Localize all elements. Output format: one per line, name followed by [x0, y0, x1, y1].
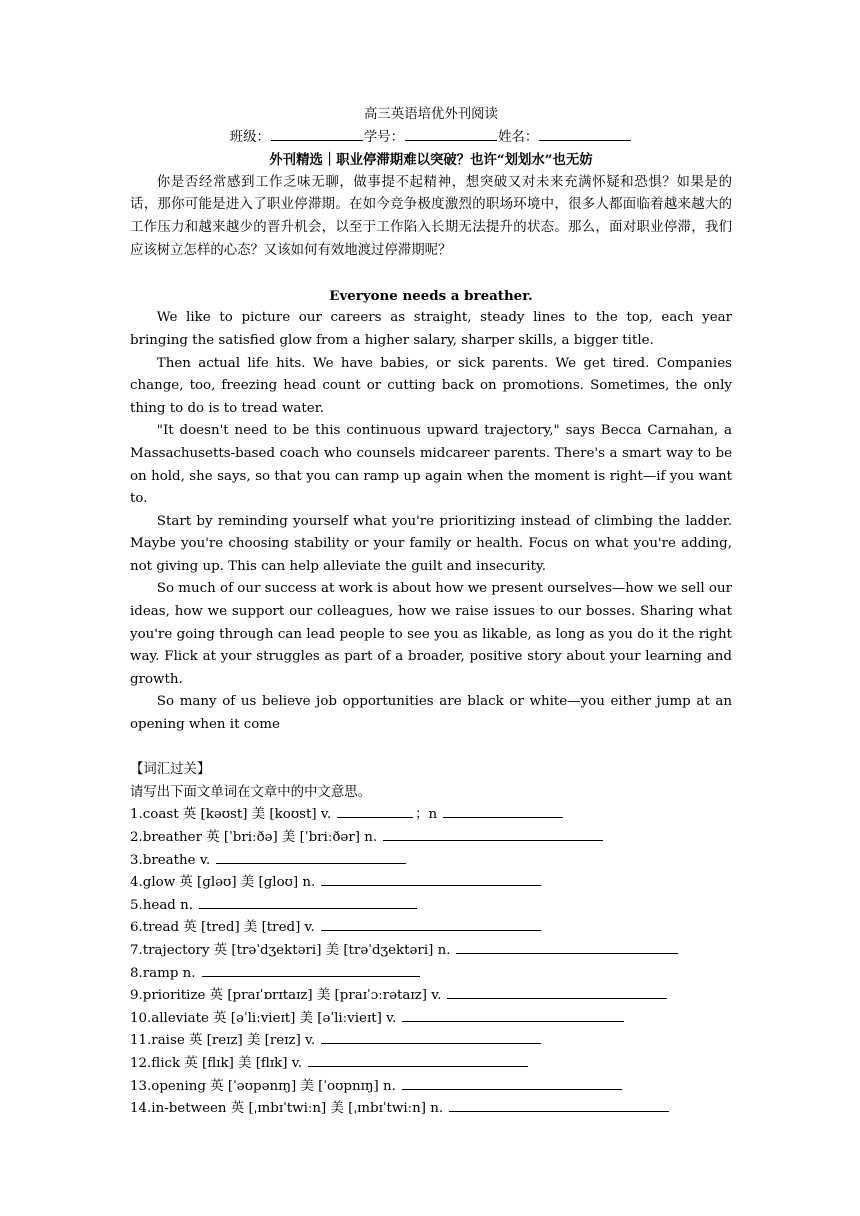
vocab-item [130, 1098, 732, 1121]
english-title: Everyone needs a breather. [329, 287, 533, 304]
vocab-word: 5.head n. [130, 897, 194, 913]
vocab-word: 1.coast 英 [kəʊst] 美 [koʊst] v. [130, 807, 332, 823]
vocab-heading: 【词汇过关】 [130, 762, 211, 778]
answer-blank[interactable] [449, 1110, 669, 1112]
answer-blank[interactable] [199, 907, 417, 909]
vocab-word: 7.trajectory 英 [trəˈdʒektəri] 美 [trəˈdʒektəri] n. [130, 942, 451, 958]
answer-blank[interactable] [402, 1088, 622, 1090]
answer-blank[interactable] [321, 884, 541, 886]
paragraph-2: Then actual life hits. We have babies, or sick parents. We get tired. Companies change, too, freezing head count or cutting back on promotions. Sometimes, the only thing to do is to tread water. [130, 355, 732, 416]
vocab-item [130, 985, 732, 1008]
vocab-word: 3.breathe v. [130, 852, 211, 868]
vocab-word: 6.tread 英 [tred] 美 [tred] v. [130, 920, 315, 936]
vocab-word: 2.breather 英 [ˈbriːðə] 美 [ˈbriːðər] n. [130, 830, 378, 845]
vocab-item [130, 917, 732, 940]
id-label: 学号： [363, 129, 405, 145]
vocab-word: 13.opening 英 [ˈəʊpənɪŋ] 美 [ˈoʊpnɪŋ] n. [130, 1078, 396, 1094]
vocab-item [130, 963, 732, 986]
vocab-item [130, 804, 732, 827]
vocab-suffix: ；n [415, 807, 438, 823]
vocab-item [130, 1030, 732, 1053]
article-title: 外刊精选｜职业停滞期难以突破？也许“划划水”也无妨 [269, 152, 593, 169]
paragraph-6: So many of us believe job opportunities are black or white—you either jump at an opening when it come [130, 694, 732, 733]
paragraph-4: Start by reminding yourself what you're prioritizing instead of climbing the ladder. Maybe you're choosing stability or your family or health. Focus on what you're adding, not giving up. This can help alleviate the guilt and insecurity. [130, 513, 732, 574]
student-info-line [130, 127, 732, 150]
answer-blank[interactable] [202, 975, 420, 977]
course-title: 高三英语培优外刊阅读 [364, 107, 498, 122]
answer-blank[interactable] [443, 816, 563, 818]
vocab-word: 8.ramp n. [130, 965, 196, 981]
vocab-item [130, 872, 732, 895]
vocab-instruction: 请写出下面文单词在文章中的中文意思。 [130, 784, 372, 800]
answer-blank[interactable] [216, 862, 406, 864]
answer-blank[interactable] [456, 952, 678, 954]
vocab-item [130, 1076, 732, 1099]
vocab-item [130, 1053, 732, 1076]
vocab-word: 14.in-between 英 [ˌɪnbɪˈtwiːn] 美 [ˌɪnbɪˈtwiːn] n. [130, 1101, 444, 1117]
vocab-item [130, 940, 732, 963]
chinese-intro: 你是否经常感到工作乏味无聊，做事提不起精神，想突破又对未来充满怀疑和恐惧？如果是的话，那你可能是进入了职业停滞期。在如今竞争极度激烈的职场环境中，很多人都面临着越来越大的工作压力和越来越少的晋升机会，以至于工作陷入长期无法提升的状态。那么，面对职业停滞，我们应该树立怎样的心态？又该如何有效地渡过停滞期呢？ [130, 174, 732, 258]
class-blank[interactable] [271, 139, 363, 141]
answer-blank[interactable] [321, 1042, 541, 1044]
answer-blank[interactable] [402, 1020, 624, 1022]
vocab-item [130, 850, 732, 873]
vocab-item [130, 827, 732, 850]
vocab-item [130, 1008, 732, 1031]
vocab-item [130, 895, 732, 918]
id-blank[interactable] [405, 139, 497, 141]
vocab-word: 9.prioritize 英 [praɪˈɒrɪtaɪz] 美 [praɪˈɔːrətaɪz] v. [130, 988, 442, 1004]
vocab-list [130, 804, 732, 1120]
paragraph-3: "It doesn't need to be this continuous upward trajectory," says Becca Carnahan, a Massachusetts-based coach who counsels midcareer parents. There's a smart way to be on hold, she says, so that you can ramp up again when the moment is right—if you want to. [130, 423, 732, 507]
answer-blank[interactable] [447, 997, 667, 999]
name-blank[interactable] [539, 139, 631, 141]
vocab-word: 10.alleviate 英 [əˈliːvieɪt] 美 [əˈliːvieɪt] v. [130, 1010, 397, 1026]
paragraph-1: We like to picture our careers as straight, steady lines to the top, each year bringing the satisfied glow from a higher salary, sharper skills, a bigger title. [130, 310, 732, 348]
answer-blank[interactable] [321, 929, 541, 931]
class-label: 班级： [229, 129, 270, 145]
answer-blank[interactable] [337, 816, 413, 818]
vocab-word: 4.glow 英 [ɡləʊ] 美 [ɡloʊ] n. [130, 875, 316, 891]
paragraph-5: So much of our success at work is about how we present ourselves—how we sell our ideas, how we support our colleagues, how we raise issues to our bosses. Sharing what you're going through can lead people to see you as likable, as long as you do it the right way. Flick at your struggles as part of a broader, positive story about your learning and growth. [130, 581, 732, 687]
vocab-word: 12.flick 英 [flɪk] 美 [flɪk] v. [130, 1055, 302, 1071]
answer-blank[interactable] [383, 839, 603, 841]
name-label: 姓名： [498, 129, 539, 145]
answer-blank[interactable] [308, 1065, 528, 1067]
vocab-word: 11.raise 英 [reɪz] 美 [reɪz] v. [130, 1033, 316, 1049]
